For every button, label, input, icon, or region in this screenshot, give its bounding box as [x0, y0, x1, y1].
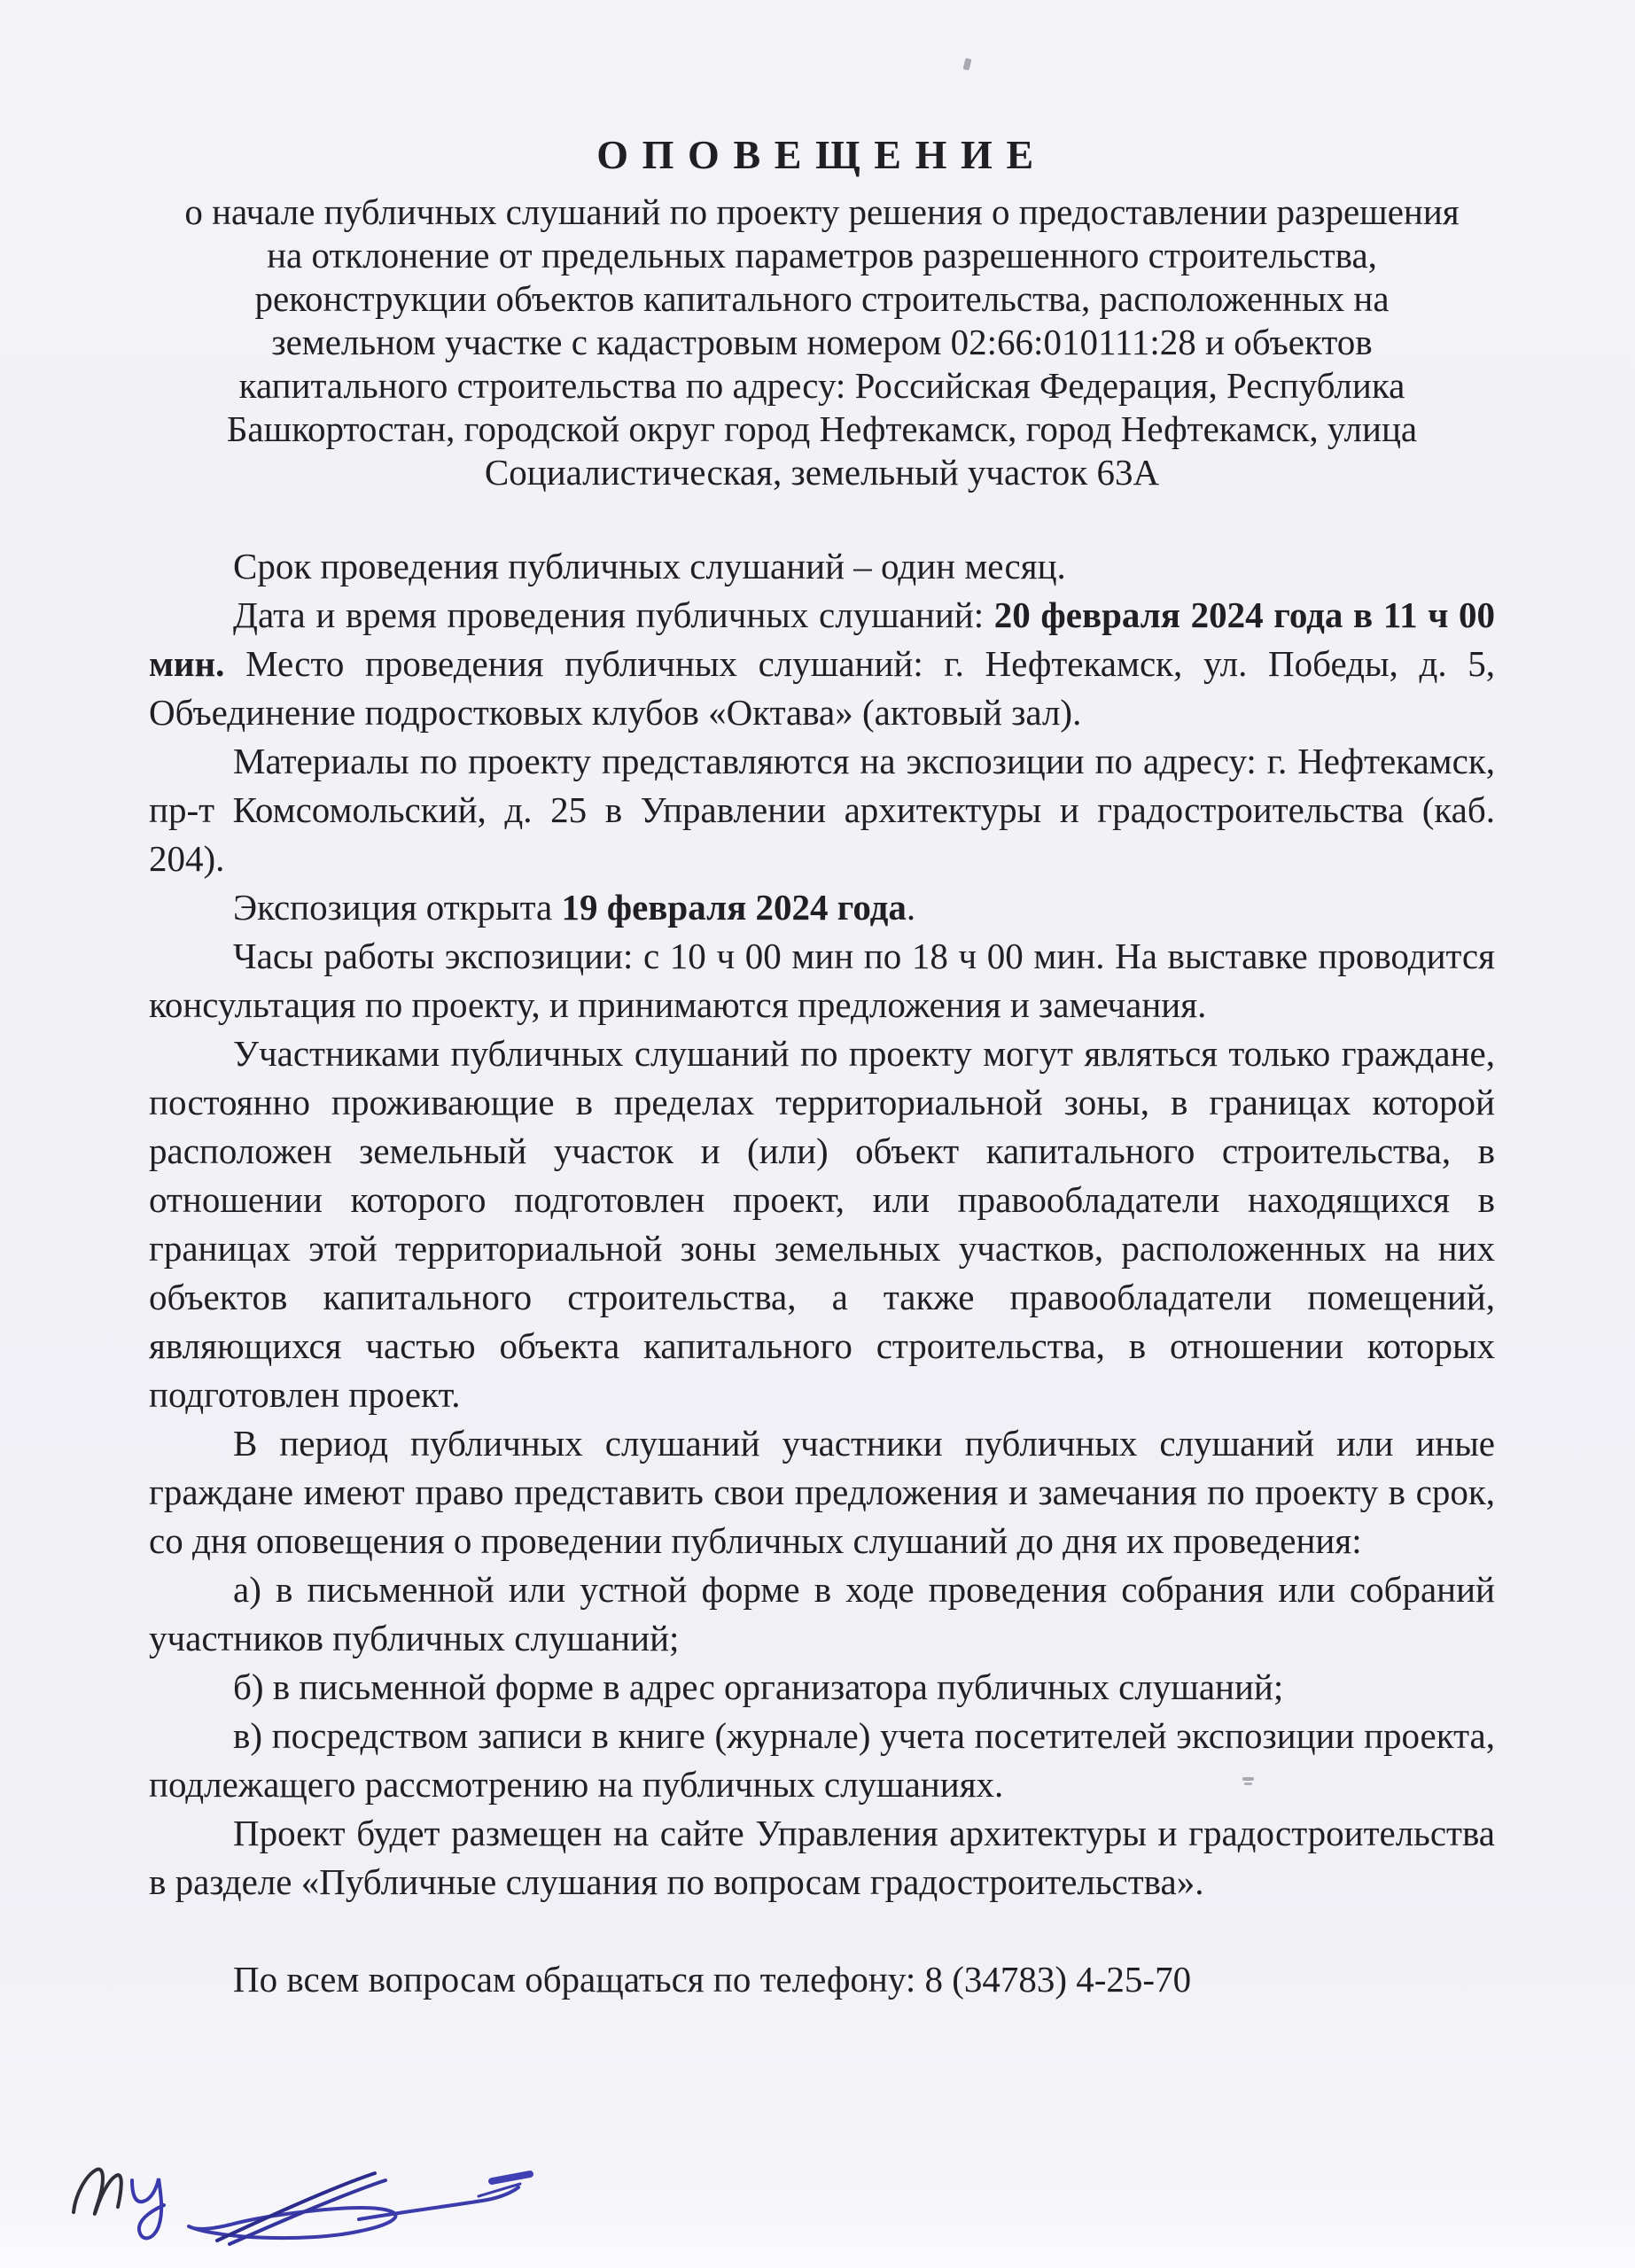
paragraph-text: . [906, 887, 916, 928]
paragraph-expo-open [149, 883, 1495, 932]
paragraph-website [149, 1809, 1495, 1907]
paragraph-text: Экспозиция открыта [233, 887, 562, 928]
hearing-datetime: 20 февраля 2024 года в 11 ч 00 мин. [149, 594, 1495, 684]
expo-open-date: 19 февраля 2024 года [561, 887, 907, 928]
subtitle-line: капитального строительства по адресу: Российская Федерация, Республика [238, 365, 1405, 406]
paragraph-proposals [149, 1419, 1495, 1565]
scan-speck [963, 58, 972, 70]
signature-handwriting [40, 2140, 536, 2259]
document-content [149, 131, 1495, 2004]
paragraph-text: Срок проведения публичных слушаний – один месяц. [233, 546, 1066, 586]
paragraph-expo-hours [149, 932, 1495, 1029]
subtitle-line: Башкортостан, городской округ город Нефтекамск, город Нефтекамск, улица [226, 408, 1418, 449]
subtitle-line: о начале публичных слушаний по проекту решения о предоставлении разрешения [184, 191, 1460, 232]
paragraph-materials [149, 737, 1495, 883]
scan-speck [1242, 1777, 1254, 1781]
paragraph-text: Материалы по проекту представляются на экспозиции по адресу: г. Нефтекамск, пр-т Комсомольский, д. 25 в Управлении архитектуры и градостроительства (каб. 204). [149, 741, 1495, 879]
paragraph-participants [149, 1029, 1495, 1419]
paragraph-term [149, 542, 1495, 591]
paragraph-text: Проект будет размещен на сайте Управления архитектуры и градостроительства в разделе «Публичные слушания по вопросам градостроительства». [149, 1813, 1495, 1902]
paragraph-text: а) в письменной или устной форме в ходе проведения собрания или собраний участников публичных слушаний; [149, 1569, 1495, 1658]
paragraph-date-place [149, 591, 1495, 737]
paragraph-text: Часы работы экспозиции: с 10 ч 00 мин по 18 ч 00 мин. На выставке проводится консультация по проекту, и принимаются предложения и замечания. [149, 936, 1495, 1025]
paragraph-text: Дата и время проведения публичных слушаний: [233, 594, 994, 635]
paragraph-phone [149, 1955, 1495, 2004]
paragraph-text: В период публичных слушаний участники публичных слушаний или иные граждане имеют право представить свои предложения и замечания по проекту в срок, со дня оповещения о проведении публичных слушаний до дня их проведения: [149, 1423, 1495, 1561]
subtitle-line: на отклонение от предельных параметров разрешенного строительства, [267, 235, 1377, 276]
paragraph-text: Участниками публичных слушаний по проекту могут являться только граждане, постоянно проживающие в пределах территориальной зоны, в границах которой расположен земельный участок и (или) объект капитального строительства, в отношении которого подготовлен проект, или правообладатели находящихся в границах этой территориальной зоны земельных участков, расположенных на них объектов капитального строительства, а также правообладатели помещений, являющихся частью объекта капитального строительства, в отношении которых подготовлен проект. [149, 1033, 1495, 1415]
notice-body [149, 542, 1495, 2004]
phone-contact-text: По всем вопросам обращаться по телефону: 8 (34783) 4-25-70 [233, 1959, 1192, 2000]
list-item-v [149, 1712, 1495, 1809]
paragraph-text: Место проведения публичных слушаний: г. Нефтекамск, ул. Победы, д. 5, Объединение подростковых клубов «Октава» (актовый зал). [149, 643, 1495, 733]
paragraph-text: б) в письменной форме в адрес организатора публичных слушаний; [233, 1666, 1284, 1707]
document-title: ОПОВЕЩЕНИЕ [596, 132, 1047, 177]
list-item-a [149, 1565, 1495, 1663]
list-item-b [149, 1663, 1495, 1712]
paragraph-text: в) посредством записи в книге (журнале) учета посетителей экспозиции проекта, подлежащего рассмотрению на публичных слушаниях. [149, 1715, 1495, 1805]
subtitle-line: земельном участке с кадастровым номером 02:66:010111:28 и объектов [271, 322, 1373, 362]
notice-subtitle [149, 190, 1495, 494]
subtitle-line: реконструкции объектов капитального строительства, расположенных на [254, 278, 1390, 319]
subtitle-line: Социалистическая, земельный участок 63А [484, 452, 1160, 493]
